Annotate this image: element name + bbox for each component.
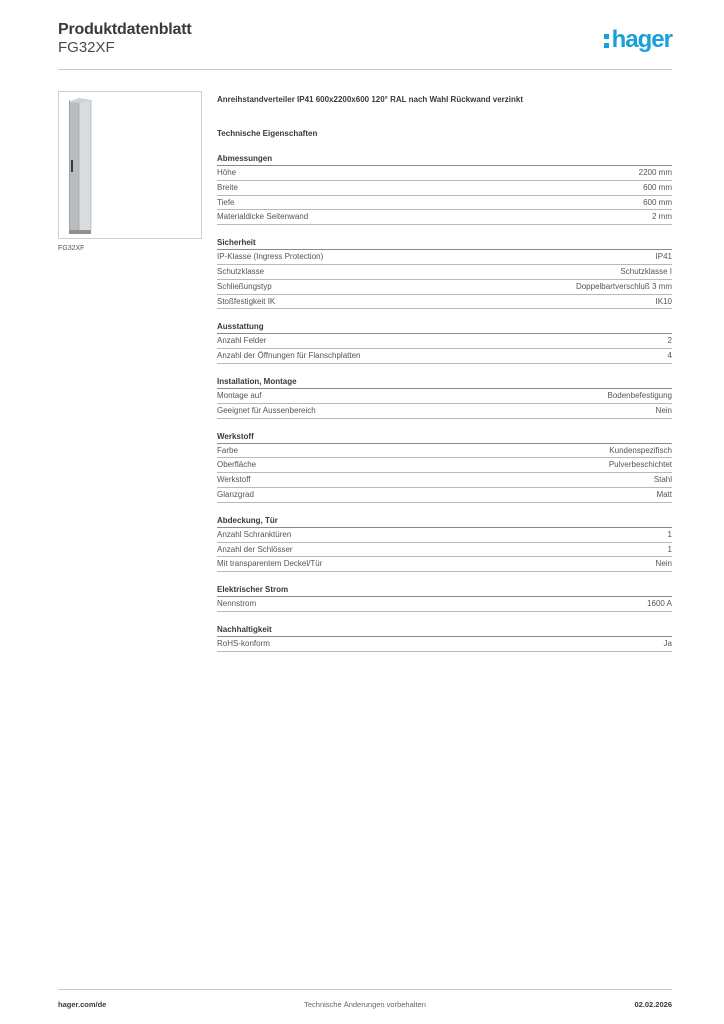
section-title: Sicherheit	[217, 237, 672, 250]
image-caption: FG32XF	[58, 245, 85, 252]
spec-label: Farbe	[217, 445, 238, 455]
spec-section	[217, 584, 672, 612]
spec-label: Breite	[217, 182, 238, 192]
spec-label: IP-Klasse (Ingress Protection)	[217, 252, 324, 262]
spec-row	[217, 597, 672, 612]
spec-label: Oberfläche	[217, 460, 257, 470]
technical-properties-title: Technische Eigenschaften	[217, 129, 318, 138]
spec-row	[217, 458, 672, 473]
spec-label: Anzahl der Öffnungen für Flanschplatten	[217, 351, 361, 361]
spec-section	[217, 237, 672, 309]
logo-colon-icon	[604, 32, 610, 48]
spec-value: Matt	[656, 489, 672, 499]
spec-value: IP41	[655, 252, 672, 262]
spec-value: Nein	[655, 405, 672, 415]
spec-value: IK10	[655, 296, 672, 306]
spec-sections	[217, 153, 672, 652]
section-title: Installation, Montage	[217, 376, 672, 389]
spec-content	[217, 95, 672, 652]
spec-section	[217, 153, 672, 225]
document-title: Produktdatenblatt	[58, 21, 192, 38]
spec-value: Pulverbeschichtet	[608, 460, 672, 470]
spec-row	[217, 543, 672, 558]
spec-row	[217, 295, 672, 310]
spec-label: Anzahl der Schlösser	[217, 544, 293, 554]
section-title: Nachhaltigkeit	[217, 624, 672, 637]
section-title: Abmessungen	[217, 153, 672, 166]
spec-label: Anzahl Schranktüren	[217, 529, 292, 539]
spec-row	[217, 250, 672, 265]
spec-row	[217, 473, 672, 488]
spec-row	[217, 166, 672, 181]
spec-label: Montage auf	[217, 390, 262, 400]
spec-value: 1	[667, 529, 672, 539]
section-title: Ausstattung	[217, 321, 672, 334]
spec-label: Höhe	[217, 168, 237, 177]
spec-label: Glanzgrad	[217, 489, 254, 499]
spec-label: Materialdicke Seitenwand	[217, 212, 309, 222]
spec-row	[217, 404, 672, 419]
section-title: Elektrischer Strom	[217, 584, 672, 597]
spec-section	[217, 321, 672, 364]
spec-label: Stoßfestigkeit IK	[217, 296, 276, 306]
spec-value: Kundenspezifisch	[609, 445, 672, 455]
spec-label: Werkstoff	[217, 475, 251, 485]
section-title: Abdeckung, Tür	[217, 515, 672, 528]
page-header	[58, 21, 672, 70]
spec-row	[217, 637, 672, 652]
spec-section	[217, 624, 672, 652]
page-footer	[58, 989, 672, 1014]
spec-row	[217, 196, 672, 211]
product-image	[58, 91, 202, 239]
footer-date: 02.02.2026	[634, 1000, 672, 1009]
spec-label: Geeignet für Aussenbereich	[217, 405, 316, 415]
spec-row	[217, 444, 672, 459]
product-description: Anreihstandverteiler IP41 600x2200x600 120° RAL nach Wahl Rückwand verzinkt	[217, 95, 524, 104]
spec-value: Stahl	[653, 475, 672, 485]
spec-row	[217, 334, 672, 349]
spec-section	[217, 515, 672, 572]
cabinet-illustration	[59, 92, 201, 238]
spec-value: 1	[667, 544, 672, 554]
spec-label: Anzahl Felder	[217, 336, 267, 346]
spec-label: Tiefe	[217, 197, 235, 207]
spec-label: Schutzklasse	[217, 266, 265, 276]
spec-value: Doppelbartverschluß 3 mm	[575, 281, 672, 291]
section-title: Werkstoff	[217, 431, 672, 444]
spec-value: 4	[667, 351, 672, 361]
spec-section	[217, 431, 672, 503]
spec-value: 1600 A	[647, 599, 672, 609]
spec-row	[217, 389, 672, 404]
spec-value: Schutzklasse I	[620, 266, 672, 276]
spec-row	[217, 349, 672, 364]
spec-value: 600 mm	[643, 182, 672, 192]
spec-row	[217, 280, 672, 295]
spec-label: Nennstrom	[217, 599, 257, 609]
spec-row	[217, 528, 672, 543]
product-code: FG32XF	[58, 39, 115, 56]
spec-row	[217, 210, 672, 225]
spec-row	[217, 181, 672, 196]
spec-value: Ja	[663, 638, 672, 648]
spec-value: Nein	[655, 559, 672, 569]
spec-row	[217, 488, 672, 503]
spec-value: 2 mm	[652, 212, 672, 222]
spec-label: RoHS-konform	[217, 638, 270, 648]
spec-value: 2	[667, 336, 672, 346]
footer-website: hager.com/de	[58, 1000, 107, 1009]
spec-section	[217, 376, 672, 419]
footer-notice: Technische Änderungen vorbehalten	[304, 1000, 426, 1009]
spec-value: Bodenbefestigung	[607, 390, 672, 400]
spec-row	[217, 265, 672, 280]
logo-text: hager	[611, 26, 672, 53]
hager-logo	[604, 28, 672, 52]
spec-label: Schließungstyp	[217, 281, 272, 291]
spec-value: 600 mm	[643, 197, 672, 207]
spec-label: Mit transparentem Deckel/Tür	[217, 559, 323, 569]
spec-value: 2200 mm	[638, 168, 672, 177]
spec-row	[217, 557, 672, 572]
